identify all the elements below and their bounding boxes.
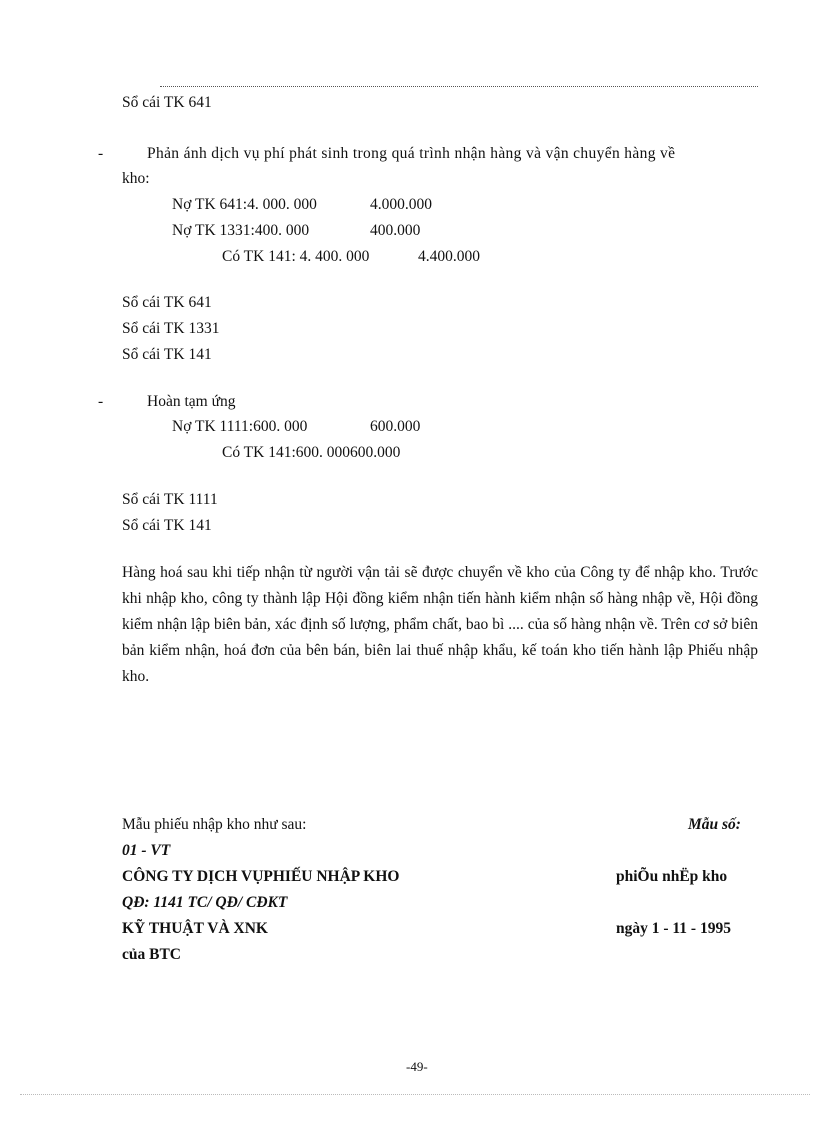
bullet-text-content: Phản ánh dịch vụ phí phát sinh trong quá trình nhận hàng và vận chuyển hàng về — [147, 145, 676, 162]
bullet-dash: - — [98, 145, 104, 162]
bullet-dash: - — [98, 393, 104, 410]
footer-rule — [20, 1094, 810, 1095]
header-rule — [160, 86, 758, 87]
body-paragraph: Hàng hoá sau khi tiếp nhận từ người vận tải sẽ được chuyển về kho của Công ty để nhập kho. Trước khi nhập kho, công ty thành lập Hội đồng kiểm nhận tiến hành kiểm nhận số hàng nhập về, Hội đồng kiểm nhận lập biên bản, xác định số lượng, phẩm chất, bao bì .... của số hàng nhận về. Trên cơ sở biên bản kiểm nhận, hoá đơn của bên bán, biên lai thuế nhập khẩu, kế toán kho tiến hành lập Phiếu nhập kho. — [122, 564, 758, 685]
journal-debit-code: Nợ TK 1111:600. 000 — [172, 418, 308, 435]
journal-debit-code: Nợ TK 1331:400. 000 — [172, 222, 310, 239]
journal-credit-amount: 4.400.000 — [418, 248, 480, 265]
ledger-line: Sổ cái TK 1331 — [122, 320, 220, 337]
journal-credit-line: Có TK 141:600. 000600.000 — [222, 444, 401, 461]
decision-date: ngày 1 - 11 - 1995 — [616, 920, 731, 937]
form-title-right: phiÕu nhËp kho — [616, 868, 728, 885]
department-line: KỸ THUẬT VÀ XNK — [122, 920, 268, 937]
form-template-code: 01 - VT — [122, 842, 171, 859]
ledger-line: Sổ cái TK 141 — [122, 517, 212, 534]
issuer-line: của BTC — [122, 946, 181, 963]
ledger-line: Sổ cái TK 641 — [122, 294, 212, 311]
journal-debit-amount: 400.000 — [370, 222, 421, 239]
ledger-line: Sổ cái TK 641 — [122, 94, 212, 111]
journal-debit-amount: 600.000 — [370, 418, 421, 435]
decision-reference: QĐ: 1141 TC/ QĐ/ CĐKT — [122, 894, 288, 911]
bullet-text — [147, 145, 758, 163]
bullet-text: Hoàn tạm ứng — [147, 393, 236, 410]
form-intro: Mẫu phiếu nhập kho như sau: — [122, 816, 307, 833]
page-number: -49- — [406, 1059, 428, 1074]
bullet-text-continuation: kho: — [122, 170, 150, 187]
journal-debit-amount: 4.000.000 — [370, 196, 432, 213]
journal-credit-code: Có TK 141: 4. 400. 000 — [222, 248, 370, 265]
ledger-line: Sổ cái TK 141 — [122, 346, 212, 363]
journal-debit-code: Nợ TK 641:4. 000. 000 — [172, 196, 317, 213]
ledger-line: Sổ cái TK 1111 — [122, 491, 218, 508]
company-name-line: CÔNG TY DỊCH VỤPHIẾU NHẬP KHO — [122, 868, 400, 885]
form-template-label: Mẫu số: — [688, 816, 741, 833]
